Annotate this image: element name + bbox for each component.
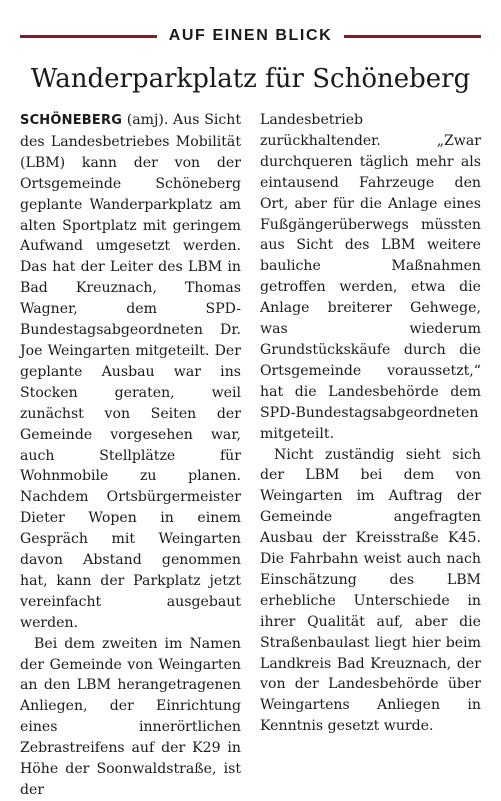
section-kicker: AUF EINEN BLICK bbox=[168, 27, 333, 44]
kicker-rule-left bbox=[20, 35, 157, 38]
article-body bbox=[20, 110, 481, 798]
article-dateline: SCHÖNEBERG bbox=[20, 113, 123, 128]
article-lead-text: (amj). Aus Sicht des Landesbetriebes Mobilität (LBM) kann der von der Ortsgemeinde Schöneberg geplante Wanderparkplatz am alten Sportplatz mit geringem Aufwand umgesetzt werden. Das hat der Leiter des LBM in Bad Kreuznach, Thomas Wagner, dem SPD-Bundestagsabgeordneten Dr. Joe Weingarten mitgeteilt. Der geplante Ausbau war ins Stocken geraten, weil zunächst von Seiten der Gemeinde vorgesehen war, auch Stellplätze für Wohnmobile zu planen. Nachdem Ortsbürgermeister Dieter Wopen in einem Gespräch mit Weingarten davon Abstand genommen hat, kann der Parkplatz jetzt vereinfacht ausgebaut werden. bbox=[20, 112, 241, 631]
article-paragraph bbox=[20, 110, 241, 634]
article-paragraph: Bei dem zweiten im Namen der Gemeinde von Weingarten an den LBM herangetragenen Anliegen, der Einrichtung eines innerörtlichen Zebrastreifens auf der K29 in Höhe der Soonwaldstraße, ist der bbox=[20, 635, 241, 798]
section-kicker-row bbox=[20, 22, 481, 50]
article-column-2 bbox=[260, 110, 481, 735]
article-paragraph: Nicht zuständig sieht sich der LBM bei dem von Weingarten im Auftrag der Gemeinde angefragten Ausbau der Kreisstraße K45. Die Fahrbahn weist auch nach Einschätzung des LBM erhebliche Unterschiede in ihrer Qualität auf, aber die Straßenbaulast liegt hier beim Landkreis Bad Kreuznach, der von der Landesbehörde über Weingartens Anliegen in Kenntnis gesetzt wurde. bbox=[260, 446, 481, 735]
article-column-1 bbox=[20, 110, 241, 798]
article-paragraph: Landesbetrieb zurückhaltender. „Zwar durchqueren täglich mehr als eintausend Fahrzeuge den Ort, aber für die Anlage eines Fußgängerüberwegs müssten aus Sicht des LBM weitere bauliche Maßnahmen getroffen werden, etwa die Anlage breiterer Gehwege, was wiederum Grundstückskäufe durch die Ortsgemeinde voraussetzt,“ hat die Landesbehörde dem SPD-Bundestagsabgeordneten mitgeteilt. bbox=[260, 112, 481, 442]
kicker-rule-right bbox=[344, 35, 481, 38]
article-headline: Wanderparkplatz für Schöneberg bbox=[30, 64, 471, 94]
